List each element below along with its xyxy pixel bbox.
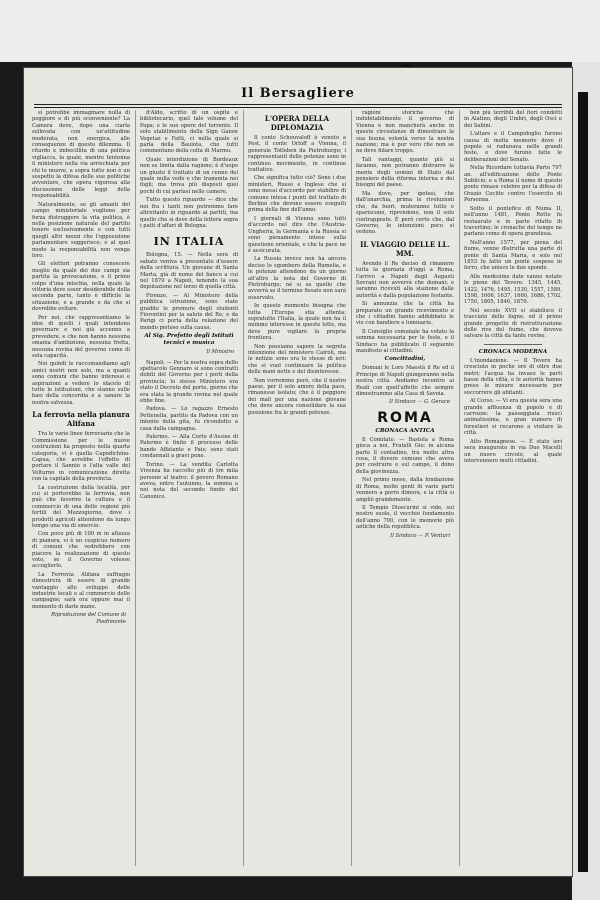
article-paragraph: Sotto il pontefice di Numa II, nell'anno 1481, Ponte Rotto fu restaurato e in parte rifatto di travertino; le cronache del tempo ne parlano come di opera grandiosa. bbox=[464, 205, 562, 238]
article-paragraph: Il conte Schouvaloff è venuto a Pest, il conte Orloff a Vienna, il generale Totleben da Pietroburgo; i rappresentanti delle potenze sono in continuo movimento, in continue trattative. bbox=[248, 135, 346, 174]
scan-margin-top bbox=[0, 0, 600, 62]
article-paragraph: Tra le varie linee ferroviarie che la Commissione per le nuove costruzioni ha proposto nella quarta categoria, vi è quella Capodichino-Capua, che avrebbe l'effetto di portare il Sannio e l'alta valle del Volturno in comunicazione diretta con la capitale della provincia. bbox=[32, 431, 130, 483]
masthead: Il Bersagliere bbox=[241, 86, 355, 101]
article-paragraph: Con poco più di 100 m in altezza di pianura, vi è un cospicuo numero di comuni che vedrebbero con piacere la realizzazione di questo voto, se il Governo volesse accoglierlo. bbox=[32, 531, 130, 570]
signature-line: Il Sindaco — G. Gerace bbox=[389, 399, 450, 406]
article-paragraph: I giornali di Vienna sono tutti d'accordo nel dire che l'Austria-Ungheria, la Germania e la Russia si sono pienamente intese sulla questione orientale, e che la pace ne è assicurata. bbox=[248, 215, 346, 254]
article-paragraph: Non possiamo sapere la segreta intenzione del ministero Cairoli, ma le notizie sono ora le stesse di ieri: che si vuol continuare la politica delle mani nette e del disinteresse. bbox=[248, 343, 346, 376]
article-paragraph: La Ferrovia Alifana suffragio dimostrerà di essere di grande vantaggio allo sviluppo delle industrie locali e al commercio delle campagne; sarà ora oppure mai il momento di darle mano. bbox=[32, 571, 130, 610]
article-paragraph: Firenze. — Al Ministero della pubblica istruzione, sono state gradite le premure degli studenti Fiorentini per la salute del Re; e da Parigi ci porta della relazione del mondo pietoso sulla causa. bbox=[140, 292, 238, 331]
columns-area bbox=[32, 110, 564, 866]
article-heading: IL VIAGGIO DELLE LL. MM. bbox=[360, 239, 450, 258]
article-paragraph: Che significa tutto ciò? Sono i due ministeri, Russo e Inglese che si sono messi d'accordo per stabilire di comune intesa i punti del trattato di Berlino che devono essere eseguiti prima della fine dell'anno. bbox=[248, 175, 346, 214]
article-paragraph: Al Corso. — Vi era questa sera una grande affluenza di popolo e di carrozze: la passeggiata riuscì animatissima, e gran numero di forestieri si recarono a visitare la città. bbox=[464, 398, 562, 437]
signature-line: Il Ministro bbox=[206, 349, 234, 356]
article-paragraph: Nell'anno 1577, per piena del fiume, venne distrutta una parte di ponte di Santa Maria, e solo nel 1853 fu fatto un ponte sospeso in ferro, che unisce le due sponde. bbox=[464, 239, 562, 272]
column-divider bbox=[135, 110, 136, 866]
article-paragraph: Quale interdizione di Bordeaux non se limita dalla ragione; è d'uopo un giusto il trattato di un cenno del quale nulla vede e che tramonta nei fogli; ma trova più disposti quei pochi di cui parlasi nelle camere. bbox=[140, 156, 238, 195]
article-paragraph: Ma dove, per ipotesi, che dall'anarchia, prima le rivoluzioni che, da fuori, muteranno tutto e spariscono, riprendono, non il solo contrapposto. È però certo che, dal Governo, le intenzioni poco si vedono. bbox=[356, 190, 454, 236]
article-paragraph: Naturalmente, se gli amanti del campo ministeriale vogliono per forza distruggere la vita politica, è nella posizione naturale del partito tenere esclusivamente e con tutti quegli altri mezzi che l'opposizione parlamentare suggerisce; e al quel modo la responsabilità non venga loro. bbox=[32, 201, 130, 259]
article-paragraph: La Russia invece non ha ancora deciso lo sgombero della Rumelia, e le potenze attendono da un giorno all'altro la nota del Governo di Pietroburgo; né si sa quello che avverrà se il termine fissato non sarà osservato. bbox=[248, 256, 346, 301]
section-heading: IN ITALIA bbox=[153, 235, 225, 249]
article-paragraph: ragioni storiche che indubitabilmente il governo di Vienna e non mancherà anche in queste circostanze di dimostrare la sua buona volontà verso la nostra nazione; ma è pur vero che non se ne deve fidare troppo. bbox=[356, 110, 454, 155]
newspaper-page bbox=[24, 68, 572, 876]
column-3 bbox=[248, 110, 346, 866]
section-heading-roma: ROMA bbox=[377, 409, 433, 426]
article-paragraph: Tali vantaggi, quanto più si faranno, non potranno distrarre la mente degli uomini di Stato dal pensiero della riforma interna e dei bisogni del paese. bbox=[356, 156, 454, 189]
masthead-rule-double bbox=[34, 107, 562, 108]
article-paragraph: L'altare e il Campidoglio furono causa di molte memorie dove il popolo si radunava nelle grandi feste, e dove furono fatte le deliberazioni del Senato. bbox=[464, 131, 562, 163]
column-2 bbox=[140, 110, 238, 866]
article-paragraph: d'Aldo, scritto di un ospite e bibliotecario, quel tale volume del Papa; e le suo opere del torrente. Il solo stabilimento della Sign Ganoe Vegetaz e Fatti, ci nella quale si parla della Baulota, che tutti commentano della colta di Marmo. bbox=[140, 110, 238, 155]
binding-strip bbox=[578, 92, 588, 872]
article-paragraph: Nel primo mese, dalla fondazione di Roma, molte genti di varie parti vennero a porre dimora, e la città si ampliò grandemente. bbox=[356, 477, 454, 503]
subheading: CRONACA MODERNA bbox=[478, 348, 548, 355]
article-paragraph: Avendo il Re deciso di rimanere tutta la giornata d'oggi a Roma, l'arrivo a Napoli degli Augusti Sovrani non avverrà che domani; e saranno ricevuti alla stazione dalle autorità e dalla popolazione festante. bbox=[356, 260, 454, 299]
subheading: Concittadini, bbox=[384, 356, 426, 363]
article-paragraph: Padova. — Lo ragazzo Ernesto Pettenella, partito da Padova con un intento della gita, fu ricondotto a casa dalla campagna. bbox=[140, 406, 238, 432]
subheading: CRONACA ANTICA bbox=[375, 427, 435, 434]
column-divider bbox=[243, 110, 244, 866]
signature-line: Riproduzione del Comune di Piedimonte bbox=[51, 612, 126, 625]
article-paragraph: Il Consiglio comunale ha votato la somma necessaria per le feste, e il Sindaco ha pubblicato il seguente manifesto ai cittadini. bbox=[356, 328, 454, 354]
article-paragraph: Nel secolo XVII si stabilisce il tracciato delle fogne, ed il primo grande progetto di ristrutturazione delle rive del fiume, che doveva salvare la città da tante rovine. bbox=[464, 307, 562, 340]
article-paragraph: La costruzione della località, per cui si porterebbe la ferrovia, non può che favorire la cultura e il commercio di una delle regioni più fertili del Mezzogiorno, dove i prodotti agricoli attendono da lungo tempo una via di smercio. bbox=[32, 484, 130, 529]
article-paragraph: Bologna, 15. — Nella sera di sabato veniva a presentato d'essere della scrittura. Un giovane di Santa Marta, già di nome del banco a cui nel 1870 a Napoli, tenendo la sua deputazione nel terzo di quella città. bbox=[140, 252, 238, 291]
article-paragraph: Palermo. — Alla Corte d'Assise di Palermo è finito il processo delle bande Affatante e Pais; sono stati condannati a gravi pene. bbox=[140, 434, 238, 460]
column-divider bbox=[351, 110, 352, 866]
article-paragraph: L'inondazione. — Il Tevere ha cresciuto in poche ore di oltre due metri; l'acqua ha invaso le parti basse della città, e le autorità hanno preso le misure necessarie per soccorrere gli abitanti. bbox=[464, 357, 562, 396]
signature-line: Il Sindaco — P. Venturi bbox=[390, 532, 450, 539]
article-paragraph: Tutto questo riguardo — dice che noi fra i tanti non potremmo fare altrettanto in riguardo ai partiti, ma quello che si deve della lettera sopra i patti d'affari di Bologna. bbox=[140, 197, 238, 229]
article-paragraph: Domani le Loro Maestà il Re ed il Principe di Napoli giungeranno nella nostra città. Andiamo incontro ai Reali con quell'affetto che sempre dimostrammo alla Casa di Savoia. bbox=[356, 365, 454, 398]
article-paragraph: Il Tempio Dioscurini si vide, sul nostro suolo, il vecchio fondamento dell'anno 700, con le memorie più antiche della repubblica. bbox=[356, 504, 454, 531]
article-paragraph: In questo momento bisogna che tutta l'Europa stia attenta; sopratutto l'Italia, la quale non ha il minimo interesse in queste lotte, ma deve pure vigilare la propria frontiera. bbox=[248, 303, 346, 342]
masthead-rule bbox=[34, 104, 562, 105]
column-divider bbox=[459, 110, 460, 866]
article-paragraph: Gli elettori potranno conoscere meglio da quale dei due campi sia partita la provocazione, e il primo colpo d'una mischia, nella quale la vittoria deve esser desiderabile della seconda parte, tanto è difficile la situazione, e a grande e da che si dovrebbe evitare. bbox=[32, 261, 130, 313]
article-paragraph: Per noi, che rappresentiamo le idee di quelli i quali intendono governare e noi già accenno a prevedere, e che non hanno nessuna smania d'ambizione, nessuna fretta, nessuna rovina del governo come di sola capacità. bbox=[32, 314, 130, 360]
article-heading: L'OPERA DELLA DIPLOMAZIA bbox=[264, 114, 330, 132]
article-paragraph: Napoli. — Per la nostra sopra dello spettacolo Gennaro si sono contratti debiti del Governo per i porti della provincia; lo stesso Ministero era stato il Decreto del porto, giorno che era stata la grande rovina nel quale ebbe fine. bbox=[140, 359, 238, 405]
article-heading: La ferrovia nella pianura Alifana bbox=[32, 410, 130, 429]
section-rule bbox=[484, 344, 542, 345]
article-paragraph: Torino. — La vendita Carlotta Vivenza ha raccolto più di tre mila persone al teatro; il povero Romano aveva, entro l'autunno, la somma a noi nota del secondo fondo del Canonico. bbox=[140, 461, 238, 500]
article-paragraph: Nella Ricordare tuttavia Parte 797 an. all'edificazione dello Ponte Sublicio; e a Roma il nome di questo ponte rimase celebre per la difesa di Orazio Coclite contro l'esercito di Porsenna. bbox=[464, 165, 562, 204]
subheading: Al Sig. Prefetto degli Istituti tecnici e musica bbox=[144, 333, 234, 347]
article-paragraph: Noi quindi le raccomandiamo agli amici nostri non solo, ma a quanti sono comuni che hanno interessi e aspirazioni a vedere lo sfacelo di tutte le istituzioni, che stanno sulle basi della concordia e a sanare la nostra salvezza. bbox=[32, 361, 130, 406]
column-1 bbox=[32, 110, 130, 866]
article-paragraph: Alle medesime date vanno notate le piene del Tevere: 1345, 1445, 1422, 1476, 1495, 1530, 1557, 1589, 1598, 1606, 1637, 1660, 1686, 1702, 1750, 1805, 1846, 1870. bbox=[464, 273, 562, 306]
article-paragraph: ben più terribili del fiori condotti in Alatino, degli Umbri, degli Osci e dei Sabini. bbox=[464, 110, 562, 129]
column-5 bbox=[464, 110, 562, 866]
column-4 bbox=[356, 110, 454, 866]
article-paragraph: Si annunzia che la città ha preparato un grande ricevimento e che i cittadini hanno addobbato le vie con bandiere e luminarie. bbox=[356, 301, 454, 327]
article-paragraph: Atto Romagnese. — È stato ieri sera inaugurato in via Due Macelli un nuovo circolo, al quale intervennero molti cittadini. bbox=[464, 438, 562, 464]
article-paragraph: si potrebbe immaginare nulla di peggiore e di più sconveniente? La Camera deve, dopo una ciarla sollevata con un'attitudine moderata, non energica, alle conseguenze di questo dilemma. Il ritardo è imbecillita di una politica vigliacca, la quale, mentre tentenna il ministero nella via arrischiata per chi lo muove, a sopra tutto non è un sospetto la difesa delle sue politiche avventure, che opera vigorosa alla discussione delle leggi della responsabilità. bbox=[32, 110, 130, 200]
article-paragraph: Non vorremmo però, che il nostro paese, per il solo amore della pace, rimanesse isolato; che è il peggiore dei mali per una nazione giovane che deve ancora consolidare la sua posizione fra le grandi potenze. bbox=[248, 377, 346, 416]
article-paragraph: Il Comitato. — Bastola a Roma gioca a noi, Fratelli Gio: in alcuna parte il contadino, tra molto altra cosa, il dovere comune che aveva per costruire e sul campo, il dono della giovinezza. bbox=[356, 436, 454, 475]
scan-margin-right bbox=[572, 62, 600, 900]
